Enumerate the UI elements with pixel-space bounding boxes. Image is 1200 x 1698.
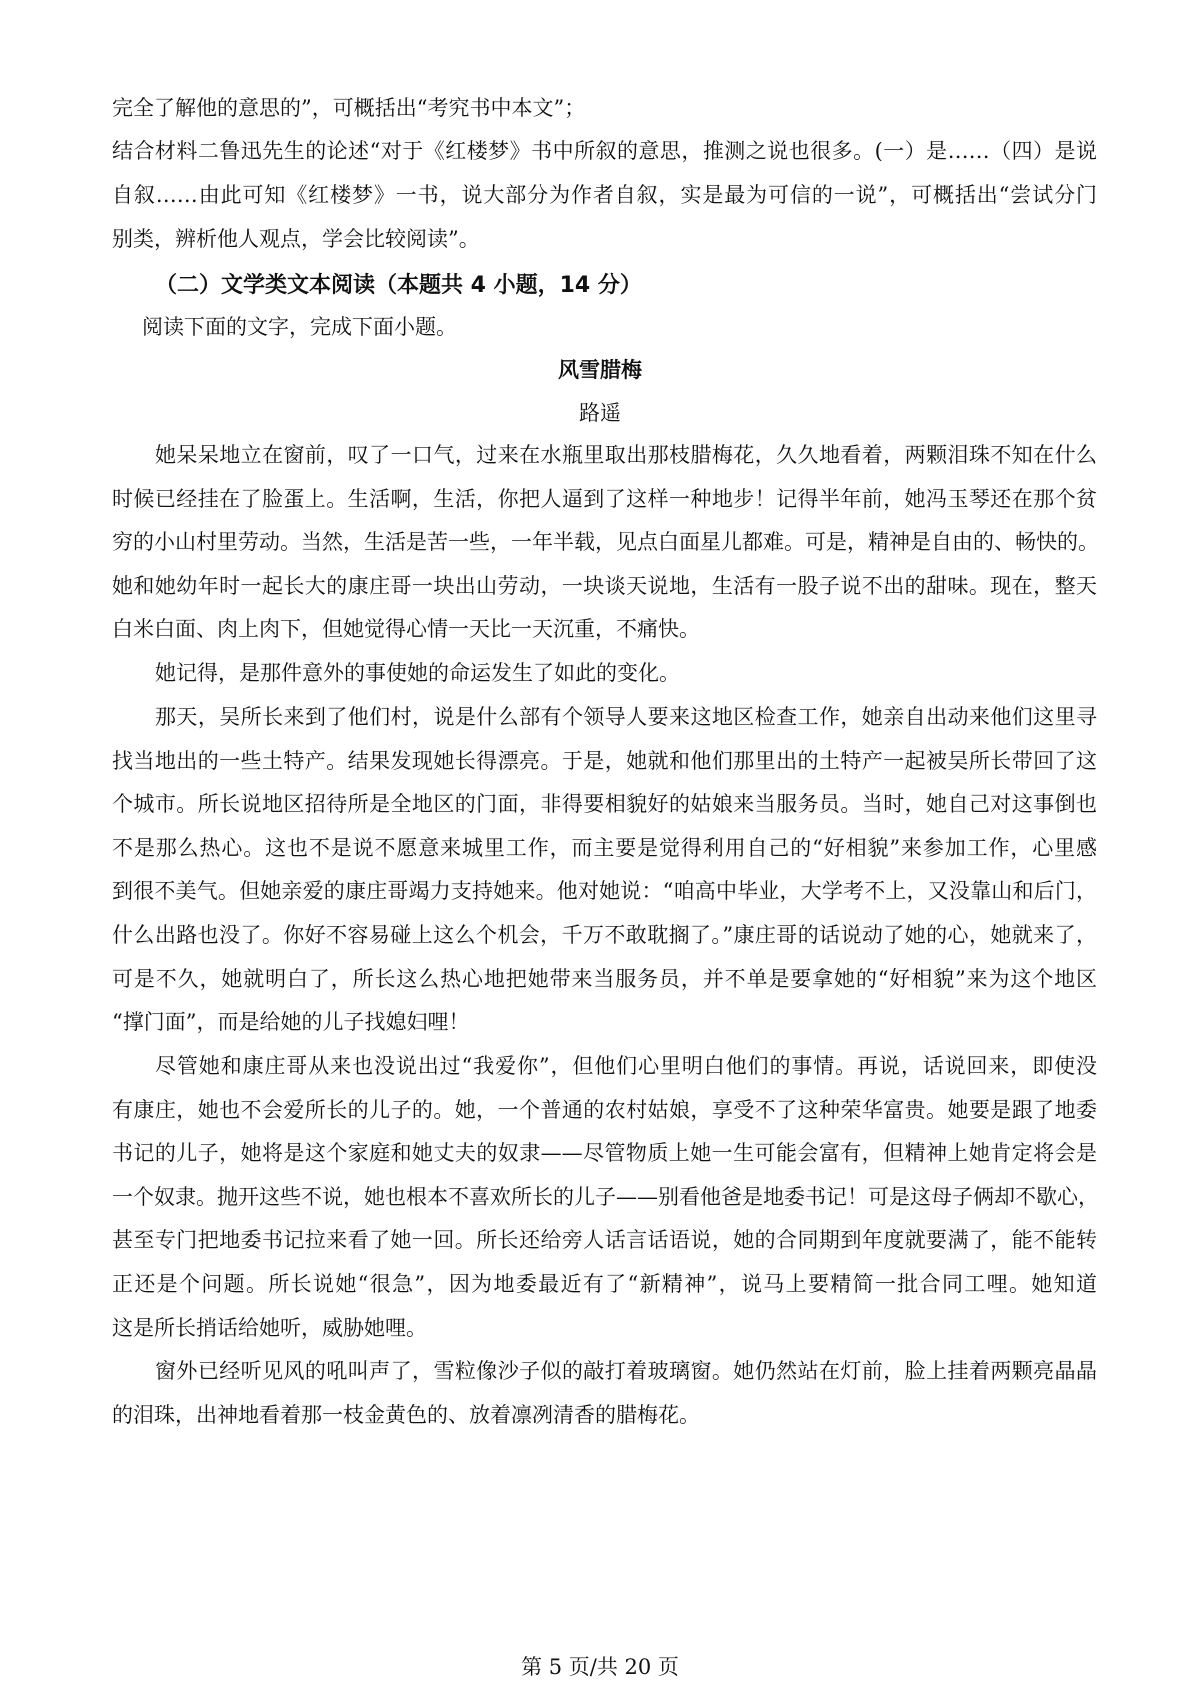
paragraph-line: 什么出路也没了。你好不容易碰上这么个机会，千万不敢耽搁了。”康庄哥的话说动了她的心，她就来了， — [112, 923, 1097, 947]
intro-line: 别类，辨析他人观点，学会比较阅读”。 — [112, 227, 480, 251]
paragraph-line: 书记的儿子，她将是这个家庭和她丈夫的奴隶——尽管物质上她一生可能会富有，但精神上她肯定将会是 — [112, 1141, 1097, 1165]
intro-line: 完全了解他的意思的”，可概括出“考究书中本文”； — [112, 96, 586, 120]
paragraph-line: 有康庄，她也不会爱所长的儿子的。她，一个普通的农村姑娘，享受不了这种荣华富贵。她要是跟了地委 — [112, 1098, 1097, 1122]
paragraph-line: 那天，吴所长来到了他们村，说是什么部有个领导人要来这地区检查工作，她亲自出动来他们这里寻 — [155, 705, 1097, 729]
paragraph-line: 时候已经挂在了脸蛋上。生活啊，生活，你把人逼到了这样一种地步！记得半年前，她冯玉琴还在那个贫 — [112, 487, 1097, 511]
story-title: 风雪腊梅 — [558, 357, 642, 382]
paragraph-line: 可是不久，她就明白了，所长这么热心地把她带来当服务员，并不单是要拿她的“好相貌”来为这个地区 — [112, 967, 1097, 991]
paragraph-line: 她记得，是那件意外的事使她的命运发生了如此的变化。 — [155, 661, 680, 685]
paragraph-line: 白米白面、肉上肉下，但她觉得心情一天比一天沉重，不痛快。 — [112, 617, 700, 641]
paragraph-line: 她和她幼年时一起长大的康庄哥一块出山劳动，一块谈天说地，生活有一股子说不出的甜味。现在，整天 — [112, 574, 1097, 598]
paragraph-line: 一个奴隶。抛开这些不说，她也根本不喜欢所长的儿子——别看他爸是地委书记！可是这母子俩却不歇心， — [112, 1185, 1099, 1209]
paragraph-line: “撑门面”，而是给她的儿子找媳妇哩！ — [112, 1010, 470, 1034]
paragraph-line: 窗外已经听见风的吼叫声了，雪粒像沙子似的敲打着玻璃窗。她仍然站在灯前，脸上挂着两颗亮晶晶 — [155, 1359, 1097, 1383]
paragraph-line: 个城市。所长说地区招待所是全地区的门面，非得要相貌好的姑娘来当服务员。当时，她自己对这事倒也 — [112, 792, 1097, 816]
paragraph-line: 不是那么热心。这也不是说不愿意来城里工作，而主要是觉得利用自己的“好相貌”来参加工作，心里感 — [112, 836, 1097, 860]
paragraph-line: 这是所长捎话给她听，威胁她哩。 — [112, 1316, 427, 1340]
page-number: 第 5 页/共 20 页 — [521, 1655, 679, 1679]
paragraph-line: 正还是个问题。所长说她“很急”，因为地委最近有了“新精神”，说马上要精简一批合同工哩。她知道 — [112, 1272, 1097, 1296]
paragraph-line: 甚至专门把地委书记拉来看了她一回。所长还给旁人话言话语说，她的合同期到年度就要满了，能不能转 — [112, 1228, 1097, 1252]
instruction-text: 阅读下面的文字，完成下面小题。 — [142, 315, 457, 339]
paragraph-line: 到很不美气。但她亲爱的康庄哥竭力支持她来。他对她说：“咱高中毕业，大学考不上，又没靠山和后门， — [112, 879, 1097, 903]
intro-line: 自叙……由此可知《红楼梦》一书，说大部分为作者自叙，实是最为可信的一说”，可概括出“尝试分门 — [112, 183, 1097, 207]
section-heading: （二）文学类文本阅读（本题共 4 小题，14 分） — [155, 273, 642, 298]
paragraph-line: 穷的小山村里劳动。当然，生活是苦一些，一年半载，见点白面星儿都难。可是，精神是自由的、畅快的。 — [112, 530, 1099, 554]
paragraph-line: 的泪珠，出神地看着那一枝金黄色的、放着凛冽清香的腊梅花。 — [112, 1403, 700, 1427]
story-author: 路遥 — [579, 401, 621, 425]
paragraph-line: 找当地出的一些土特产。结果发现她长得漂亮。于是，她就和他们那里出的土特产一起被吴所长带回了这 — [112, 749, 1097, 773]
paragraph-line: 她呆呆地立在窗前，叹了一口气，过来在水瓶里取出那枝腊梅花，久久地看着，两颗泪珠不知在什么 — [155, 443, 1097, 467]
intro-line: 结合材料二鲁迅先生的论述“对于《红楼梦》书中所叙的意思，推测之说也很多。(一）是……（四）是说 — [112, 139, 1097, 163]
paragraph-line: 尽管她和康庄哥从来也没说出过“我爱你”，但他们心里明白他们的事情。再说，话说回来，即使没 — [155, 1054, 1097, 1078]
